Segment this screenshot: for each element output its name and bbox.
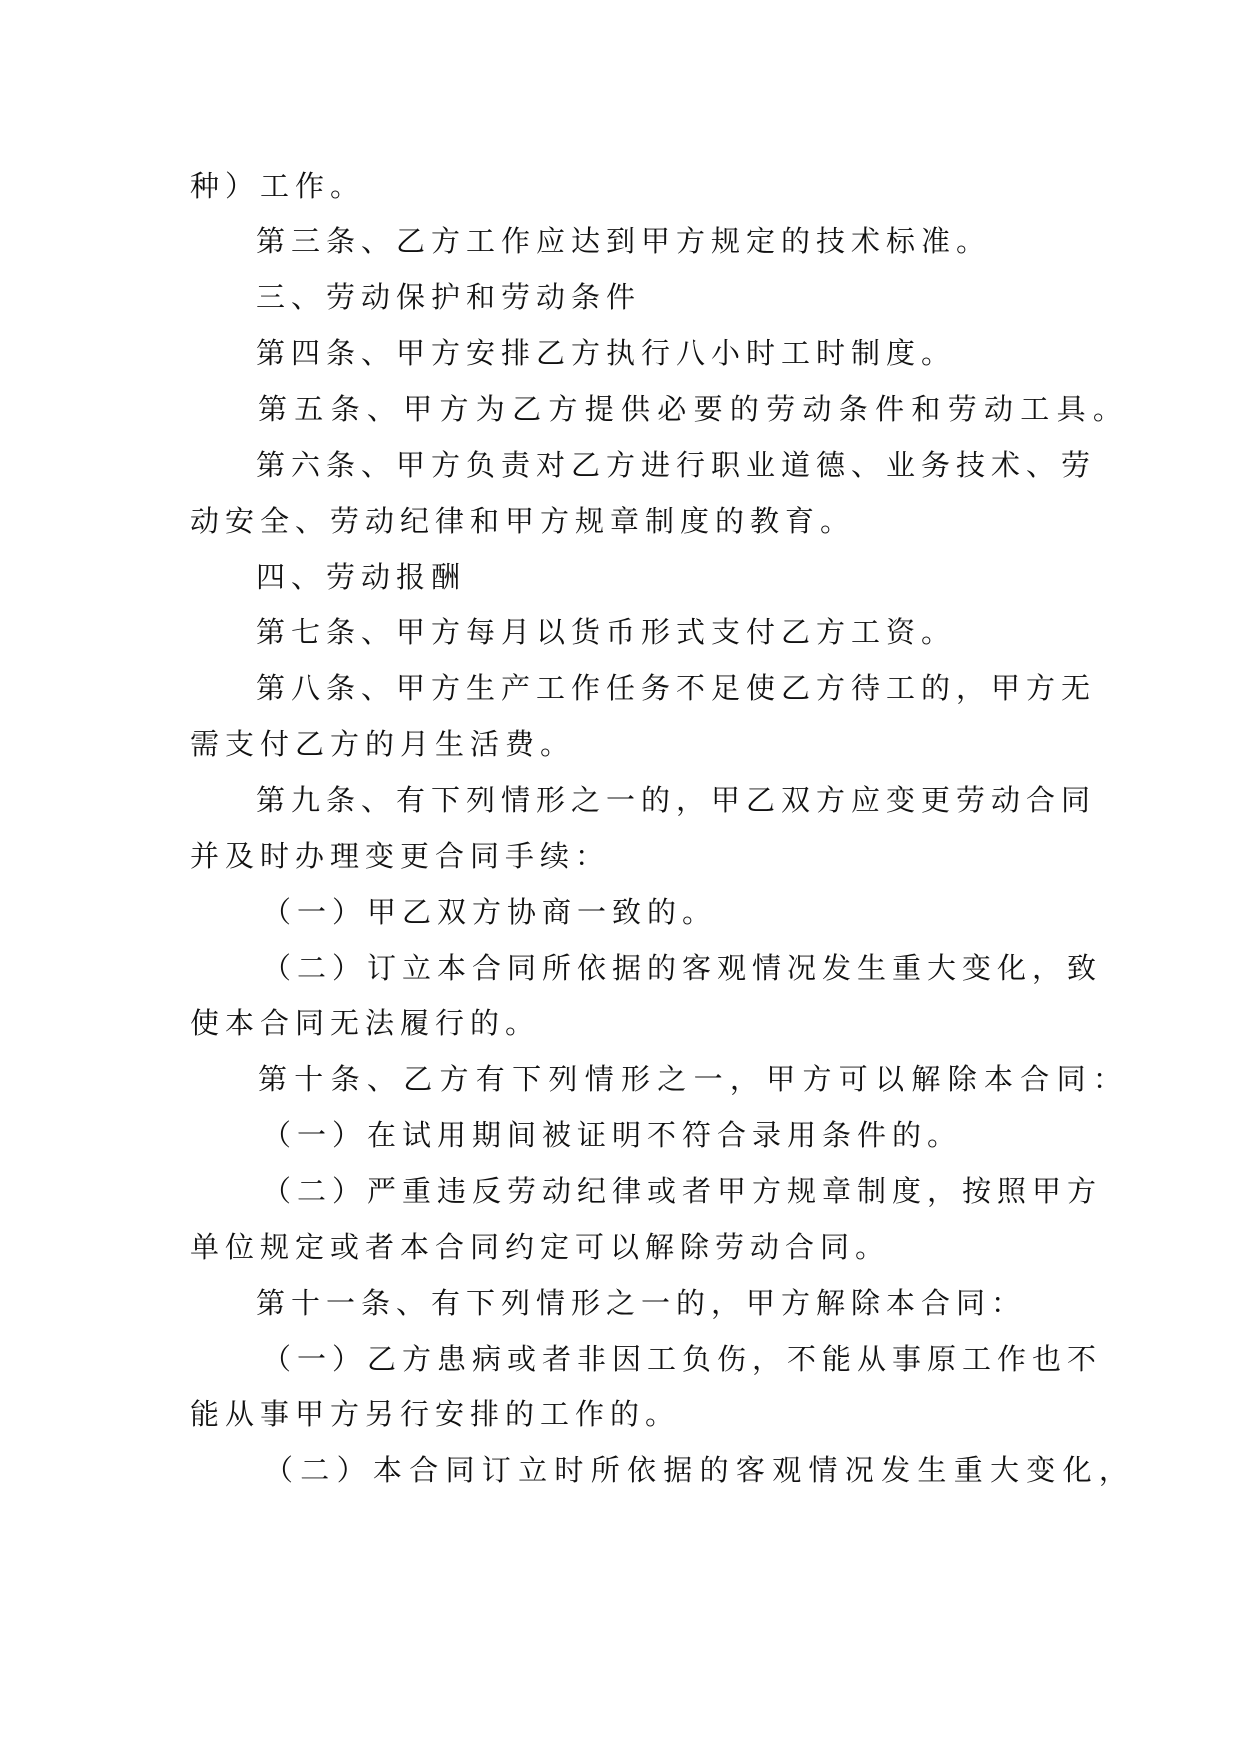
text-line: 需支付乙方的月生活费。	[190, 727, 576, 761]
text-line: 第六条、甲方负责对乙方进行职业道德、业务技术、劳	[256, 448, 1097, 482]
text-line: 第十条、乙方有下列情形之一，甲方可以解除本合同：	[258, 1062, 1130, 1096]
text-line: 第十一条、有下列情形之一的，甲方解除本合同：	[256, 1286, 1027, 1320]
text-line: 第三条、乙方工作应达到甲方规定的技术标准。	[256, 224, 992, 258]
text-line: 单位规定或者本合同约定可以解除劳动合同。	[190, 1230, 891, 1264]
text-line: 第八条、甲方生产工作任务不足使乙方待工的，甲方无	[256, 671, 1097, 705]
text-line: （二）严重违反劳动纪律或者甲方规章制度，按照甲方	[262, 1174, 1103, 1208]
text-line: （一）甲乙双方协商一致的。	[262, 895, 718, 929]
text-line: （一）在试用期间被证明不符合录用条件的。	[262, 1118, 963, 1152]
text-line: 种）工作。	[190, 169, 366, 203]
text-line: 并及时办理变更合同手续：	[190, 839, 611, 873]
section-heading: 三、劳动保护和劳动条件	[256, 280, 642, 314]
text-line: 第九条、有下列情形之一的，甲乙双方应变更劳动合同	[256, 783, 1097, 817]
section-heading: 四、劳动报酬	[256, 560, 467, 594]
text-line: 动安全、劳动纪律和甲方规章制度的教育。	[190, 504, 856, 538]
text-line: （一）乙方患病或者非因工负伤，不能从事原工作也不	[262, 1342, 1103, 1376]
text-line: 使本合同无法履行的。	[190, 1006, 541, 1040]
text-line: 第四条、甲方安排乙方执行八小时工时制度。	[256, 336, 957, 370]
text-line: （二）订立本合同所依据的客观情况发生重大变化，致	[262, 951, 1103, 985]
text-line: （二）本合同订立时所依据的客观情况发生重大变化，	[264, 1453, 1136, 1487]
text-line: 第五条、甲方为乙方提供必要的劳动条件和劳动工具。	[258, 392, 1130, 426]
text-line: 能从事甲方另行安排的工作的。	[190, 1397, 681, 1431]
text-line: 第七条、甲方每月以货币形式支付乙方工资。	[256, 615, 957, 649]
